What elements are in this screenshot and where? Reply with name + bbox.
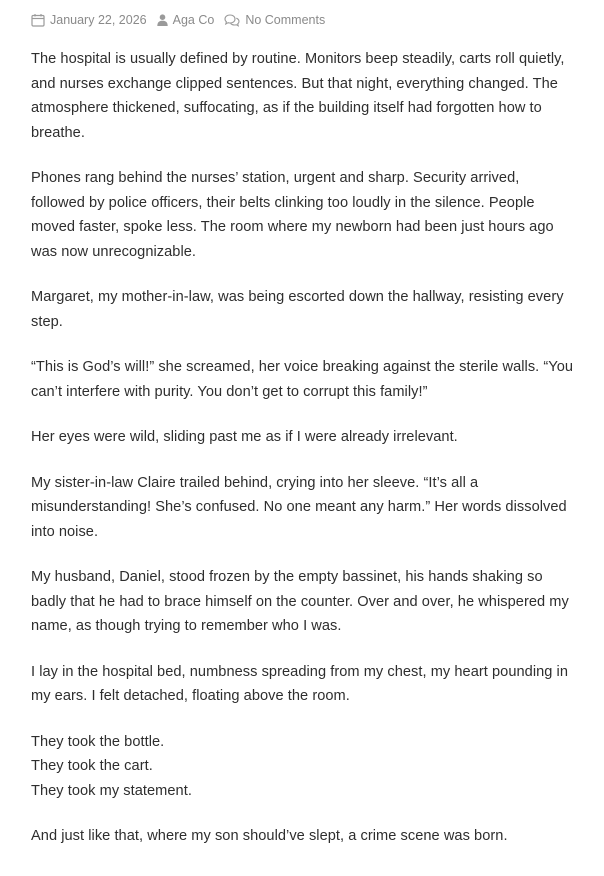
post-meta — [31, 12, 574, 28]
post-content — [31, 47, 574, 849]
paragraph: I lay in the hospital bed, numbness spreading from my chest, my heart pounding in my ears. I felt detached, floating above the room. — [31, 663, 569, 704]
post-comments[interactable] — [224, 13, 325, 27]
comments-icon — [224, 14, 240, 27]
paragraph: My sister-in-law Claire trailed behind, crying into her sleeve. “It’s all a misunderstanding! She’s confused. No one meant any harm.” Her words dissolved into noise. — [31, 474, 567, 540]
user-icon — [157, 14, 168, 26]
paragraph: They took my statement. — [31, 782, 192, 799]
post-date[interactable] — [31, 13, 147, 27]
paragraph: Margaret, my mother-in-law, was being escorted down the hallway, resisting every step. — [31, 289, 564, 330]
paragraph: The hospital is usually defined by routine. Monitors beep steadily, carts roll quietly, and nurses exchange clipped sentences. But that night, everything changed. The atmosphere thickened, suffocating, as if the building itself had forgotten how to breathe. — [31, 51, 565, 141]
paragraph: Her eyes were wild, sliding past me as if I were already irrelevant. — [31, 429, 458, 445]
post-author-link[interactable]: Aga Co — [172, 13, 215, 27]
post-date-link[interactable]: January 22, 2026 — [50, 13, 147, 27]
post-author[interactable] — [157, 13, 215, 27]
calendar-icon — [31, 13, 45, 27]
paragraph: And just like that, where my son should’ve slept, a crime scene was born. — [31, 828, 508, 844]
paragraph: “This is God’s will!” she screamed, her voice breaking against the sterile walls. “You can’t interfere with purity. You don’t get to corrupt this family!” — [31, 359, 574, 400]
paragraph: Phones rang behind the nurses’ station, urgent and sharp. Security arrived, followed by police officers, their belts clinking too loudly in the silence. People moved faster, spoke less. The room where my newborn had been just hours ago was now unrecognizable. — [31, 170, 554, 260]
paragraph: They took the cart. — [31, 758, 153, 774]
post-comments-link[interactable]: No Comments — [245, 13, 326, 27]
paragraph: They took the bottle. — [31, 733, 165, 750]
paragraph: My husband, Daniel, stood frozen by the empty bassinet, his hands shaking so badly that he had to brace himself on the counter. Over and over, he whispered my name, as though trying to remember who I was. — [31, 569, 569, 634]
